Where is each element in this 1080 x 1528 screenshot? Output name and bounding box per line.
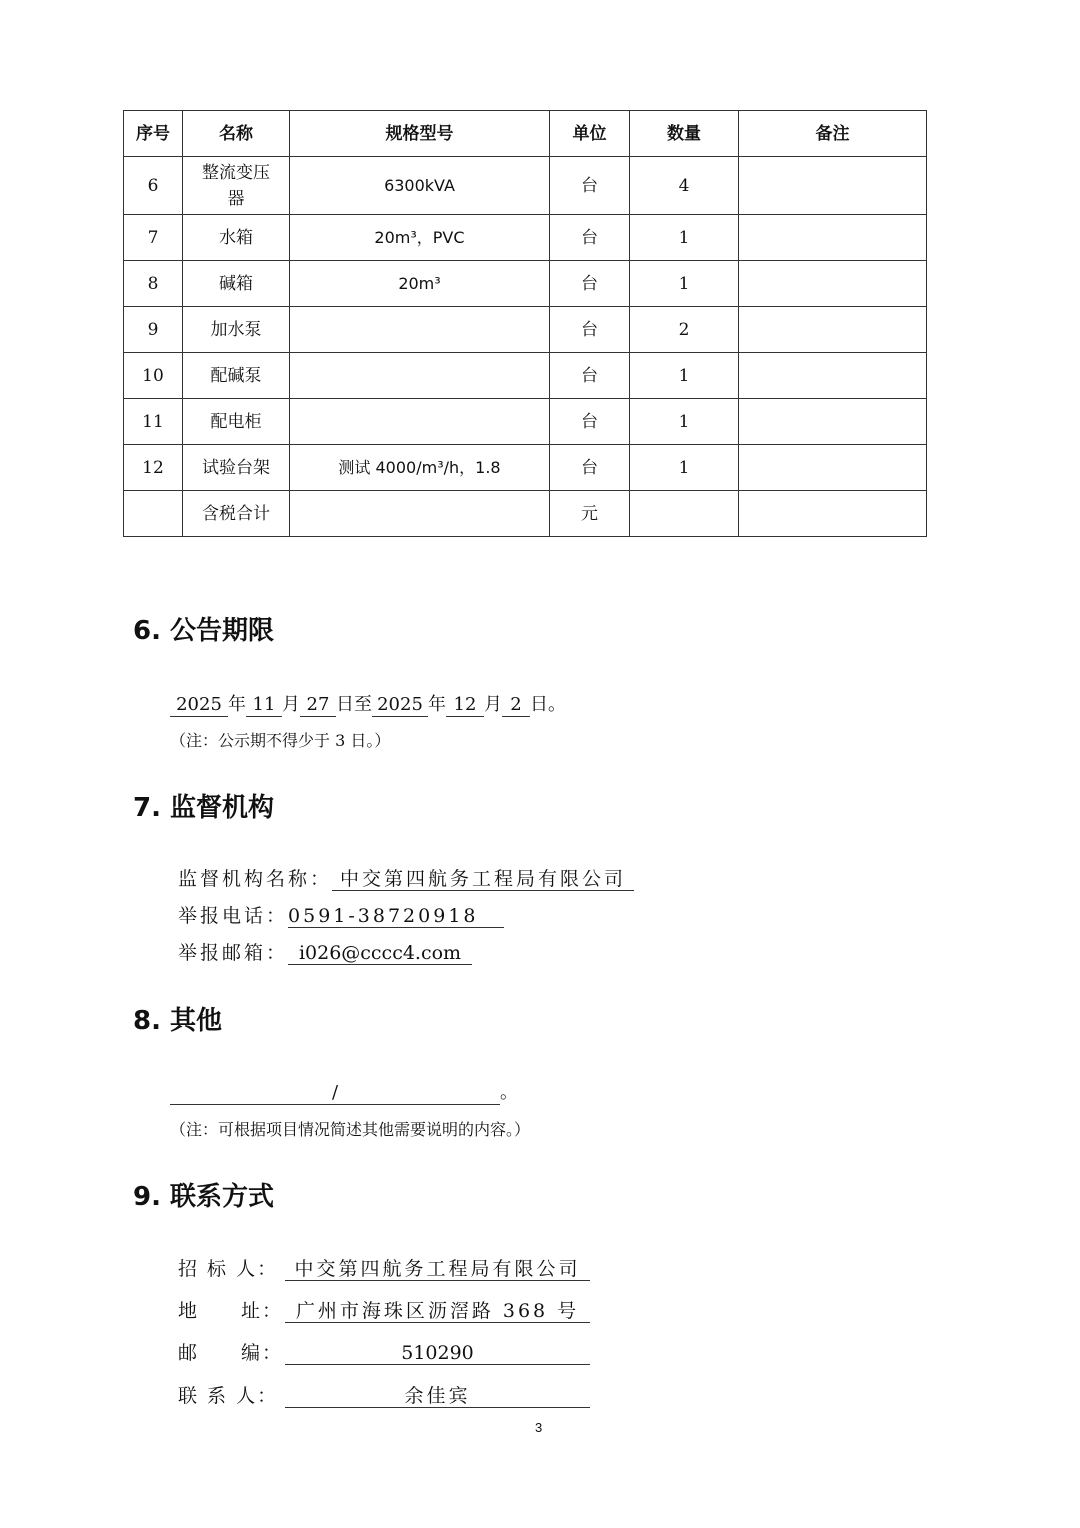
- table-cell: 6: [124, 157, 183, 215]
- table-cell: 10: [124, 353, 183, 399]
- other-value: /: [170, 1082, 500, 1105]
- table-cell: [630, 491, 739, 537]
- table-row: [124, 215, 927, 261]
- equipment-table: [123, 110, 927, 537]
- label: 。: [500, 1082, 518, 1103]
- section-8-title: 8. 其他: [133, 1006, 223, 1036]
- table-row: [124, 157, 927, 215]
- contact-person: 余佳宾: [285, 1385, 590, 1408]
- page-number: 3: [535, 1420, 543, 1435]
- table-cell: [290, 353, 550, 399]
- start-month: 11: [246, 694, 282, 717]
- end-month: 12: [446, 694, 484, 717]
- label: 邮 编：: [178, 1342, 284, 1364]
- phone-row: [178, 901, 504, 928]
- table-cell: 台: [550, 157, 630, 215]
- table-cell: [739, 261, 927, 307]
- table-cell: 20m³，PVC: [290, 215, 550, 261]
- table-cell: 测试 4000/m³/h，1.8: [290, 445, 550, 491]
- address: 广州市海珠区沥滘路 368 号: [285, 1300, 590, 1323]
- table-cell: [739, 491, 927, 537]
- label: 年: [428, 694, 446, 715]
- table-cell: [739, 399, 927, 445]
- start-day: 27: [300, 694, 336, 717]
- table-cell: 4: [630, 157, 739, 215]
- col-header: 名称: [183, 111, 290, 157]
- table-cell: 9: [124, 307, 183, 353]
- postcode: 510290: [285, 1342, 590, 1365]
- section-6-title: 6. 公告期限: [133, 616, 275, 646]
- table-cell: [290, 491, 550, 537]
- col-header: 数量: [630, 111, 739, 157]
- table-row: [124, 491, 927, 537]
- table-row: [124, 445, 927, 491]
- email-row: [178, 938, 472, 965]
- label: 年: [228, 694, 246, 715]
- table-cell: 1: [630, 215, 739, 261]
- table-cell: 含税合计: [183, 491, 290, 537]
- table-cell: [739, 215, 927, 261]
- col-header: 规格型号: [290, 111, 550, 157]
- col-header: 单位: [550, 111, 630, 157]
- table-cell: 1: [630, 261, 739, 307]
- table-cell: 1: [630, 399, 739, 445]
- table-row: [124, 307, 927, 353]
- table-cell: 加水泵: [183, 307, 290, 353]
- table-cell: 整流变压器: [183, 157, 290, 215]
- label: 日。: [530, 694, 566, 715]
- table-cell: 台: [550, 353, 630, 399]
- other-note: （注：可根据项目情况简述其他需要说明的内容。）: [170, 1120, 531, 1139]
- notice-period: [170, 690, 566, 717]
- contact-row: [178, 1381, 590, 1408]
- notice-period-note: （注：公示期不得少于 3 日。）: [170, 731, 391, 750]
- other-row: [170, 1078, 518, 1105]
- label: 日至: [336, 694, 372, 715]
- table-cell: 台: [550, 307, 630, 353]
- label: 招 标 人：: [178, 1258, 279, 1280]
- start-year: 2025: [170, 694, 228, 717]
- table-cell: [124, 491, 183, 537]
- table-cell: 20m³: [290, 261, 550, 307]
- table-cell: 1: [630, 445, 739, 491]
- supervisor-name-row: [178, 864, 634, 891]
- table-cell: 11: [124, 399, 183, 445]
- bidder: 中交第四航务工程局有限公司: [285, 1258, 590, 1281]
- section-7-title: 7. 监督机构: [133, 793, 275, 823]
- table-row: [124, 261, 927, 307]
- table-cell: [739, 353, 927, 399]
- table-cell: 7: [124, 215, 183, 261]
- table-cell: [290, 399, 550, 445]
- address-row: [178, 1296, 590, 1323]
- section-9-title: 9. 联系方式: [133, 1182, 275, 1212]
- col-header: 备注: [739, 111, 927, 157]
- table-cell: [739, 157, 927, 215]
- report-email: i026@cccc4.com: [288, 942, 472, 965]
- table-cell: 8: [124, 261, 183, 307]
- report-phone: 0591-38720918: [288, 905, 504, 928]
- table-row: [124, 353, 927, 399]
- label: 月: [484, 694, 502, 715]
- table-cell: [739, 307, 927, 353]
- postcode-row: [178, 1338, 590, 1365]
- table-cell: 水箱: [183, 215, 290, 261]
- table-cell: 台: [550, 261, 630, 307]
- label: 月: [282, 694, 300, 715]
- col-header: 序号: [124, 111, 183, 157]
- table-cell: 台: [550, 399, 630, 445]
- label: 举报电话：: [178, 905, 289, 927]
- table-cell: 12: [124, 445, 183, 491]
- table-cell: 元: [550, 491, 630, 537]
- table-cell: [290, 307, 550, 353]
- label: 监督机构名称：: [178, 868, 333, 890]
- label: 举报邮箱：: [178, 942, 289, 964]
- table-cell: 配碱泵: [183, 353, 290, 399]
- table-cell: 台: [550, 445, 630, 491]
- label: 地 址：: [178, 1300, 284, 1322]
- table-cell: 1: [630, 353, 739, 399]
- label: 联 系 人：: [178, 1385, 279, 1407]
- table-cell: 6300kVA: [290, 157, 550, 215]
- table-row: [124, 399, 927, 445]
- supervisor-name: 中交第四航务工程局有限公司: [332, 868, 634, 891]
- table-cell: 2: [630, 307, 739, 353]
- end-day: 2: [502, 694, 530, 717]
- table-header: [124, 111, 927, 157]
- table-cell: 配电柜: [183, 399, 290, 445]
- bidder-row: [178, 1254, 590, 1281]
- table-cell: 试验台架: [183, 445, 290, 491]
- table-cell: [739, 445, 927, 491]
- end-year: 2025: [372, 694, 428, 717]
- table-cell: 台: [550, 215, 630, 261]
- table-cell: 碱箱: [183, 261, 290, 307]
